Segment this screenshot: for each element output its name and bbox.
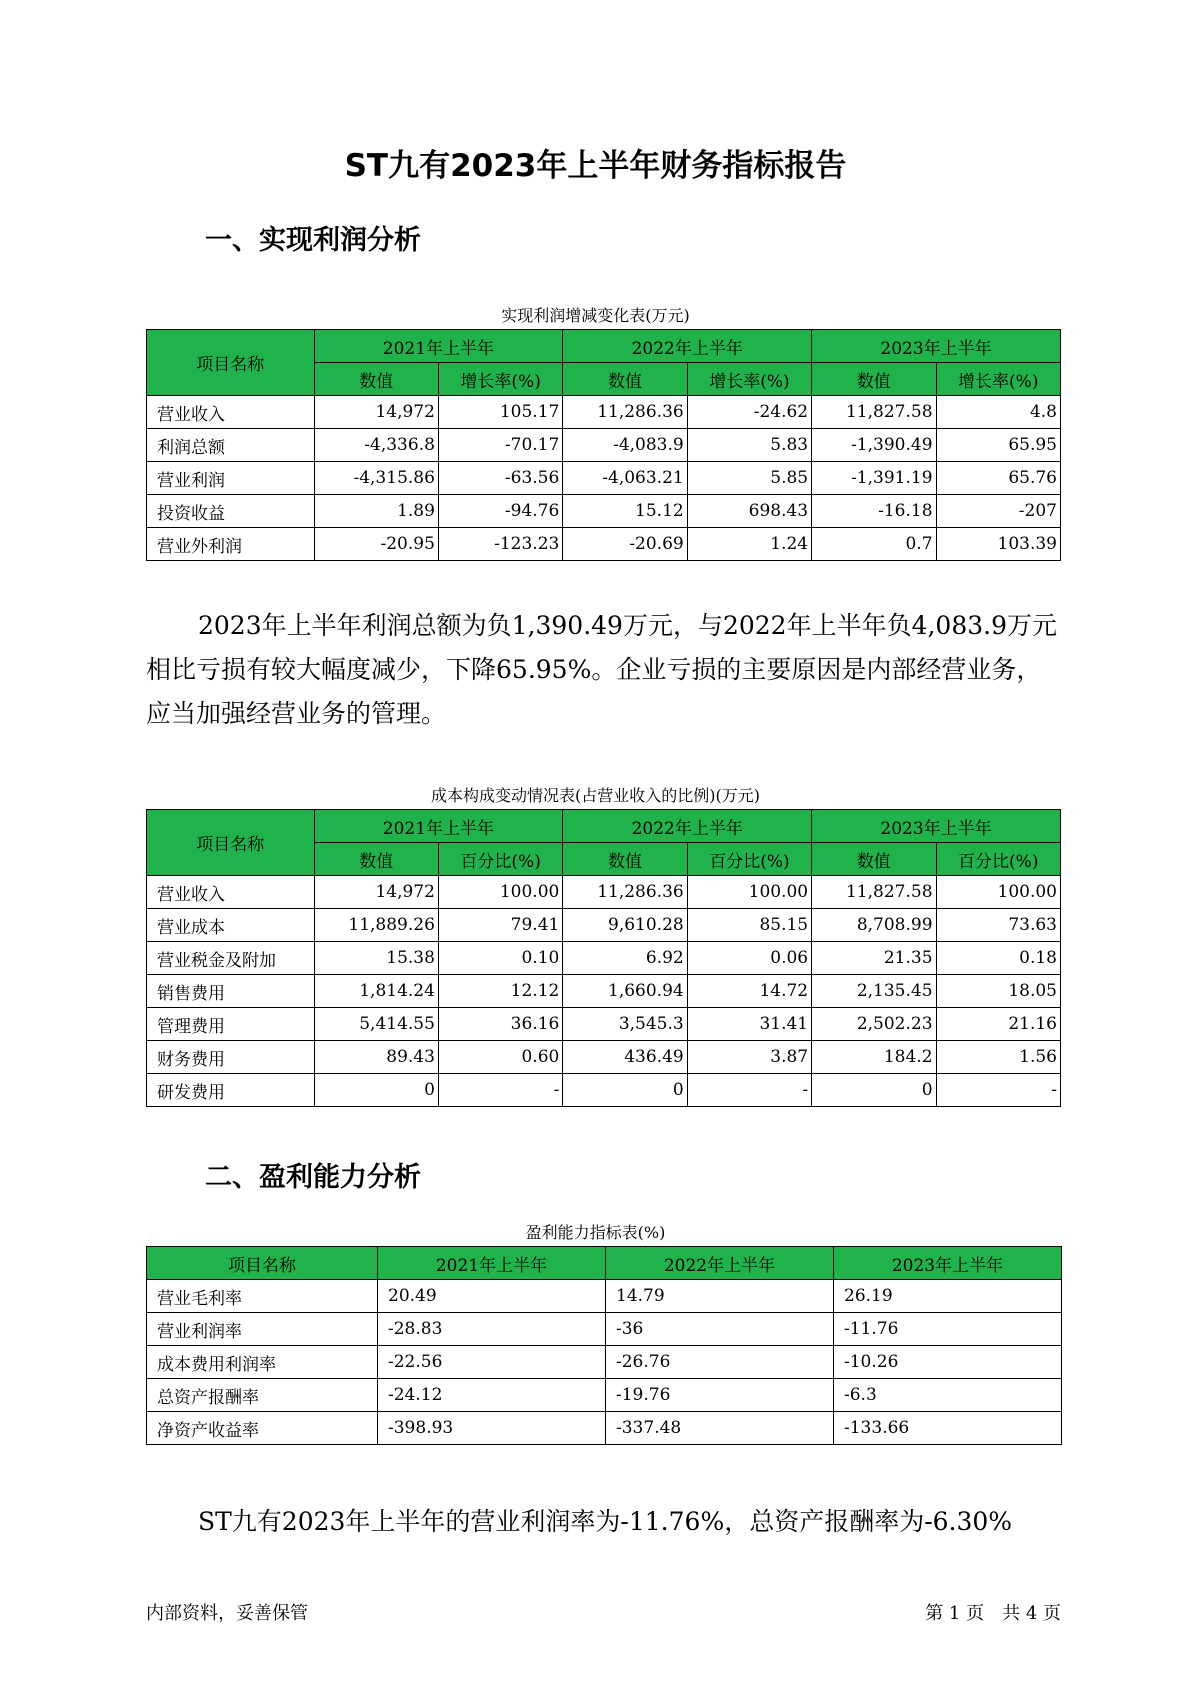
cell-value: -4,063.21 [563,462,687,495]
table-row [147,528,1061,561]
cell-value: 11,286.36 [563,396,687,429]
row-label: 营业毛利率 [147,1280,378,1313]
header-row [147,810,1061,843]
cell-value: 100.00 [687,876,811,909]
page-title: ST九有2023年上半年财务指标报告 [344,148,847,184]
table-row [147,429,1061,462]
cell-value: 0 [314,1074,438,1107]
cell-value: 6.92 [563,942,687,975]
table-row [147,942,1061,975]
header-period: 2021年上半年 [378,1247,606,1280]
cell-value: -26.76 [606,1346,834,1379]
cell-value: 36.16 [438,1008,562,1041]
cell-value: 2,502.23 [812,1008,936,1041]
cell-value: 20.49 [378,1280,606,1313]
header-row [147,1247,1062,1280]
cell-value: 100.00 [438,876,562,909]
table-row [147,1008,1061,1041]
table-row [147,495,1061,528]
cell-value: 79.41 [438,909,562,942]
table-row [147,975,1061,1008]
cell-value: 3,545.3 [563,1008,687,1041]
table-row [147,1313,1062,1346]
header-item-name: 项目名称 [147,810,315,876]
header-sub: 百分比(%) [687,843,811,876]
table-row [147,909,1061,942]
table-row [147,396,1061,429]
cell-value: 65.76 [936,462,1060,495]
header-row [147,330,1061,363]
header-sub: 数值 [314,363,438,396]
header-sub: 数值 [812,843,936,876]
cell-value: 105.17 [438,396,562,429]
cell-value: -70.17 [438,429,562,462]
cell-value: -28.83 [378,1313,606,1346]
profitability-table [146,1246,1062,1445]
cost-structure-table [146,809,1061,1107]
row-label: 净资产收益率 [147,1412,378,1445]
header-period: 2023年上半年 [812,330,1061,363]
cell-value: -20.69 [563,528,687,561]
cell-value: 184.2 [812,1041,936,1074]
cell-value: -19.76 [606,1379,834,1412]
cell-value: 1,660.94 [563,975,687,1008]
cell-value: 85.15 [687,909,811,942]
header-period: 2022年上半年 [563,810,812,843]
cell-value: - [936,1074,1060,1107]
table-row [147,1379,1062,1412]
row-label: 营业利润率 [147,1313,378,1346]
table-row [147,1412,1062,1445]
cell-value: 26.19 [834,1280,1062,1313]
header-sub: 数值 [563,363,687,396]
table-row [147,1280,1062,1313]
table2-caption: 成本构成变动情况表(占营业收入的比例)(万元) [431,786,760,805]
header-sub: 增长率(%) [438,363,562,396]
cell-value: 0.10 [438,942,562,975]
cell-value: -22.56 [378,1346,606,1379]
cell-value: 103.39 [936,528,1060,561]
header-period: 2021年上半年 [314,330,563,363]
cell-value: 4.8 [936,396,1060,429]
header-period: 2022年上半年 [563,330,812,363]
cell-value: 1.24 [687,528,811,561]
header-sub: 数值 [314,843,438,876]
header-sub: 数值 [812,363,936,396]
table-row [147,1074,1061,1107]
row-label: 营业收入 [147,396,315,429]
table-row [147,462,1061,495]
cell-value: 0.7 [812,528,936,561]
header-sub: 百分比(%) [438,843,562,876]
cell-value: -4,083.9 [563,429,687,462]
cell-value: 11,286.36 [563,876,687,909]
cell-value: 31.41 [687,1008,811,1041]
header-item-name: 项目名称 [147,330,315,396]
cell-value: 11,889.26 [314,909,438,942]
header-sub: 百分比(%) [936,843,1060,876]
cell-value: -94.76 [438,495,562,528]
cell-value: 436.49 [563,1041,687,1074]
cell-value: -6.3 [834,1379,1062,1412]
cell-value: 14.79 [606,1280,834,1313]
table-row [147,876,1061,909]
row-label: 营业外利润 [147,528,315,561]
section-heading-profit: 一、实现利润分析 [205,225,421,256]
cell-value: -207 [936,495,1060,528]
header-period: 2023年上半年 [834,1247,1062,1280]
cell-value: 11,827.58 [812,876,936,909]
cell-value: -133.66 [834,1412,1062,1445]
cell-value: 698.43 [687,495,811,528]
cell-value: 18.05 [936,975,1060,1008]
section-heading-profitability: 二、盈利能力分析 [205,1162,421,1193]
cell-value: 9,610.28 [563,909,687,942]
paragraph-profit-summary: 2023年上半年利润总额为负1,390.49万元，与2022年上半年负4,083.9万元相比亏损有较大幅度减少，下降65.95%。企业亏损的主要原因是内部经营业务，应当加强经营业务的管理。 [146,611,1057,728]
cell-value: 5.83 [687,429,811,462]
header-sub: 增长率(%) [936,363,1060,396]
cell-value: -4,315.86 [314,462,438,495]
row-label: 销售费用 [147,975,315,1008]
cell-value: 2,135.45 [812,975,936,1008]
cell-value: 65.95 [936,429,1060,462]
cell-value: 0.18 [936,942,1060,975]
row-label: 总资产报酬率 [147,1379,378,1412]
cell-value: 0 [812,1074,936,1107]
cell-value: -36 [606,1313,834,1346]
table-row [147,1346,1062,1379]
row-label: 财务费用 [147,1041,315,1074]
cell-value: 0.60 [438,1041,562,1074]
cell-value: -337.48 [606,1412,834,1445]
footer-confidential: 内部资料，妥善保管 [146,1603,308,1624]
header-sub: 增长率(%) [687,363,811,396]
row-label: 营业税金及附加 [147,942,315,975]
header-sub: 数值 [563,843,687,876]
cell-value: -24.12 [378,1379,606,1412]
cell-value: -16.18 [812,495,936,528]
cell-value: - [438,1074,562,1107]
cell-value: 1,814.24 [314,975,438,1008]
cell-value: -20.95 [314,528,438,561]
cell-value: 0.06 [687,942,811,975]
row-label: 利润总额 [147,429,315,462]
cell-value: -10.26 [834,1346,1062,1379]
row-label: 投资收益 [147,495,315,528]
cell-value: 21.16 [936,1008,1060,1041]
footer-page-number: 第 1 页 共 4 页 [925,1603,1061,1624]
table1-caption: 实现利润增减变化表(万元) [501,306,690,325]
cell-value: -1,390.49 [812,429,936,462]
cell-value: 15.38 [314,942,438,975]
cell-value: -123.23 [438,528,562,561]
cell-value: 100.00 [936,876,1060,909]
cell-value: 1.56 [936,1041,1060,1074]
cell-value: -1,391.19 [812,462,936,495]
cell-value: 14.72 [687,975,811,1008]
header-period: 2021年上半年 [314,810,563,843]
profit-change-table [146,329,1061,561]
cell-value: 3.87 [687,1041,811,1074]
cell-value: 12.12 [438,975,562,1008]
cell-value: 5.85 [687,462,811,495]
table-row [147,1041,1061,1074]
cell-value: 0 [563,1074,687,1107]
cell-value: 14,972 [314,876,438,909]
cell-value: 1.89 [314,495,438,528]
row-label: 管理费用 [147,1008,315,1041]
table3-caption: 盈利能力指标表(%) [525,1223,666,1242]
cell-value: 15.12 [563,495,687,528]
row-label: 成本费用利润率 [147,1346,378,1379]
header-period: 2023年上半年 [812,810,1061,843]
cell-value: 14,972 [314,396,438,429]
cell-value: 21.35 [812,942,936,975]
header-item-name: 项目名称 [147,1247,378,1280]
paragraph-profitability-summary: ST九有2023年上半年的营业利润率为-11.76%，总资产报酬率为-6.30% [198,1507,1013,1536]
row-label: 营业收入 [147,876,315,909]
row-label: 研发费用 [147,1074,315,1107]
row-label: 营业成本 [147,909,315,942]
cell-value: -24.62 [687,396,811,429]
cell-value: 11,827.58 [812,396,936,429]
cell-value: -4,336.8 [314,429,438,462]
cell-value: 73.63 [936,909,1060,942]
cell-value: -398.93 [378,1412,606,1445]
header-period: 2022年上半年 [606,1247,834,1280]
cell-value: -63.56 [438,462,562,495]
cell-value: - [687,1074,811,1107]
cell-value: 8,708.99 [812,909,936,942]
cell-value: -11.76 [834,1313,1062,1346]
row-label: 营业利润 [147,462,315,495]
cell-value: 5,414.55 [314,1008,438,1041]
cell-value: 89.43 [314,1041,438,1074]
